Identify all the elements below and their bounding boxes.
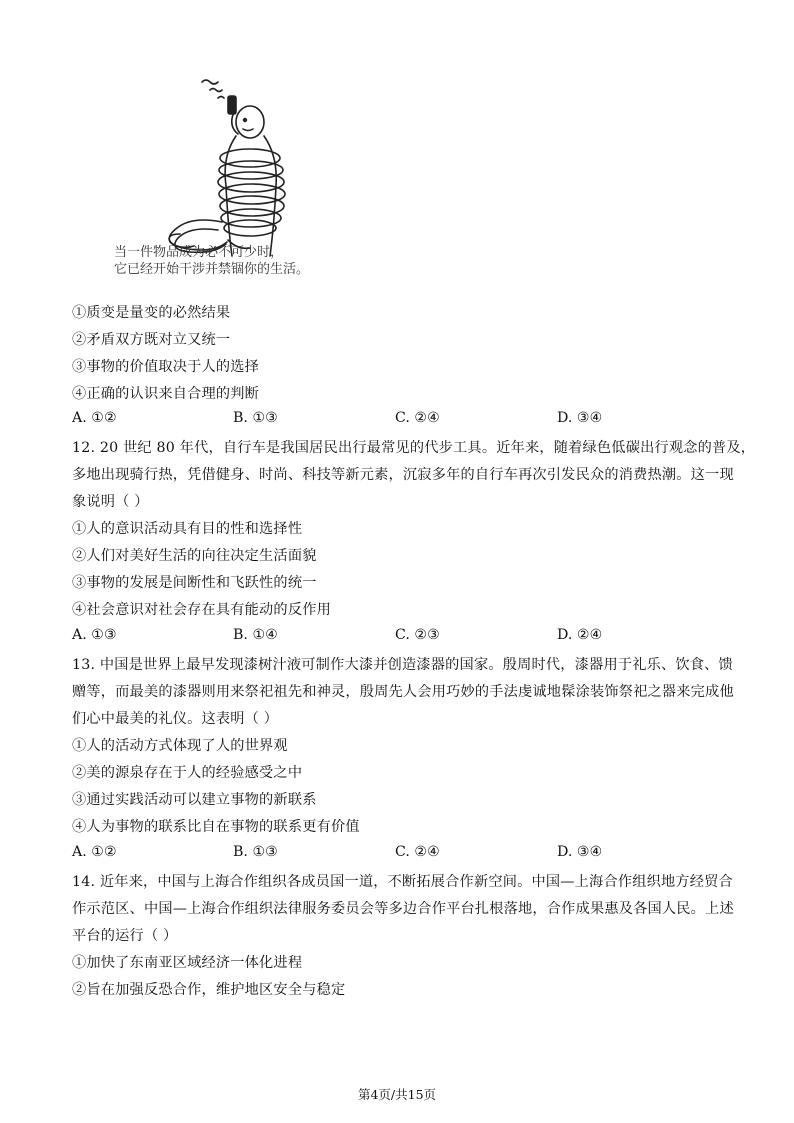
q12-item-3: ③事物的发展是间断性和飞跃性的统一 — [72, 575, 317, 591]
q12-item-1: ①人的意识活动具有目的性和选择性 — [72, 521, 303, 537]
q12-option-c[interactable]: C. ②③ — [395, 627, 440, 643]
q14-item-1: ①加快了东南亚区域经济一体化进程 — [72, 955, 303, 971]
q13-stem-line-3: 们心中最美的礼仪。这表明（ ） — [72, 711, 279, 727]
q13-option-b[interactable]: B. ①③ — [233, 844, 278, 860]
q14-stem-line-2: 作示范区、中国—上海合作组织法律服务委员会等多边合作平台扎根落地，合作成果惠及各国人民。上述 — [72, 901, 734, 917]
q12-option-a[interactable]: A. ①③ — [72, 627, 117, 643]
q14-stem-line-3: 平台的运行（ ） — [72, 928, 178, 944]
q14-item-2: ②旨在加强反恐合作，维护地区安全与稳定 — [72, 982, 346, 998]
q11-option-c[interactable]: C. ②④ — [395, 410, 440, 426]
figure-caption — [114, 244, 309, 278]
q13-item-4: ④人为事物的联系比自在事物的联系更有价值 — [72, 819, 360, 835]
q11-option-a[interactable]: A. ①② — [72, 410, 117, 426]
q12-item-2: ②人们对美好生活的向往决定生活面貌 — [72, 548, 317, 564]
q13-option-a[interactable]: A. ①② — [72, 844, 117, 860]
q13-item-1: ①人的活动方式体现了人的世界观 — [72, 738, 288, 754]
caption-line: 它已经开始干涉并禁锢你的生活。 — [114, 262, 310, 277]
q11-item-2: ②矛盾双方既对立又统一 — [72, 332, 231, 348]
caption-line: 当一件物品成为必不可少时， — [114, 245, 284, 260]
q12-stem-line-1: 12. 20 世纪 80 年代，自行车是我国居民出行最常见的代步工具。近年来，随着绿色低碳出行观念的普及， — [72, 440, 756, 456]
q13-stem-line-1: 13. 中国是世界上最早发现漆树汁液可制作大漆并创造漆器的国家。殷周时代，漆器用于礼乐、饮食、馈 — [72, 657, 733, 673]
q11-option-b[interactable]: B. ①③ — [233, 410, 278, 426]
q12-stem-line-2: 多地出现骑行热，凭借健身、时尚、科技等新元素，沉寂多年的自行车再次引发民众的消费热潮。这一现 — [72, 467, 734, 483]
q13-stem-line-2: 赠等，而最美的漆器则用来祭祀祖先和神灵，殷周先人会用巧妙的手法虔诚地髹涂装饰祭祀之器来完成他 — [72, 684, 734, 700]
q12-option-b[interactable]: B. ①④ — [233, 627, 278, 643]
page-number: 第4页/共15页 — [357, 1087, 437, 1102]
q13-item-2: ②美的源泉存在于人的经验感受之中 — [72, 765, 303, 781]
q14-stem-line-1: 14. 近年来，中国与上海合作组织各成员国一道，不断拓展合作新空间。中国—上海合作组织地方经贸合 — [72, 874, 733, 890]
q12-option-d[interactable]: D. ②④ — [557, 627, 603, 643]
q11-option-d[interactable]: D. ③④ — [557, 410, 603, 426]
q13-item-3: ③通过实践活动可以建立事物的新联系 — [72, 792, 317, 808]
q12-item-4: ④社会意识对社会存在具有能动的反作用 — [72, 602, 331, 618]
q11-item-4: ④正确的认识来自合理的判断 — [72, 386, 260, 402]
q13-option-d[interactable]: D. ③④ — [557, 844, 603, 860]
q11-item-3: ③事物的价值取决于人的选择 — [72, 359, 260, 375]
q12-stem-line-3: 象说明（ ） — [72, 494, 149, 510]
q13-option-c[interactable]: C. ②④ — [395, 844, 440, 860]
q11-item-1: ①质变是量变的必然结果 — [72, 305, 231, 321]
